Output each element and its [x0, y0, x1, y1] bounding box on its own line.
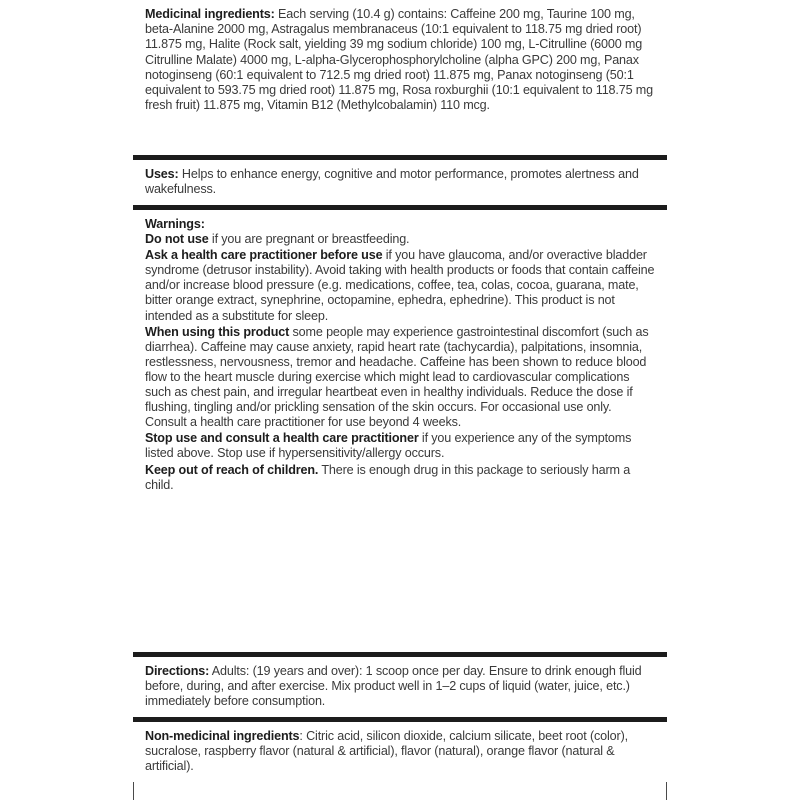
warning-ask-practitioner — [145, 248, 655, 323]
non-medicinal-ingredients-text — [145, 729, 655, 774]
warnings-heading: Warnings: — [145, 217, 205, 231]
uses-text — [145, 167, 655, 197]
medicinal-ingredients-text — [145, 7, 655, 113]
warning-keep-out-of-reach-body: There is enough drug in this package to seriously harm a child. — [145, 462, 631, 492]
section-non-medicinal-ingredients — [133, 722, 667, 782]
supplement-label-panel — [133, 0, 667, 800]
directions-text — [145, 664, 655, 709]
warning-keep-out-of-reach — [145, 463, 655, 493]
warning-ask-practitioner-body: if you have glaucoma, and/or overactive bladder syndrome (detrusor instability). Avoid taking with health products or foods that contain caffeine and/or increase blood pressure (e.g. medications, coffee, tea, colas, cocoa, guarana, mate, bitter orange extract, synephrine, octopamine, ephedra, ephedrine). This product is not intended as a substitute for sleep. — [145, 248, 655, 323]
section-directions — [133, 657, 667, 717]
section-uses — [133, 160, 667, 205]
warning-ask-practitioner-lead: Ask a health care practitioner before use — [145, 248, 383, 263]
section-medicinal-ingredients — [133, 0, 667, 155]
uses-heading: Uses: — [145, 167, 179, 181]
warning-do-not-use-lead: Do not use — [145, 232, 209, 247]
warning-when-using — [145, 325, 655, 431]
section-warnings — [133, 210, 667, 652]
warning-stop-use — [145, 431, 655, 461]
warning-do-not-use — [145, 232, 655, 247]
warning-stop-use-lead: Stop use and consult a health care practitioner — [145, 431, 419, 446]
warning-when-using-lead: When using this product — [145, 324, 290, 339]
uses-body: Helps to enhance energy, cognitive and motor performance, promotes alertness and wakefulness. — [145, 167, 639, 197]
medicinal-ingredients-heading: Medicinal ingredients: — [145, 7, 275, 21]
warning-keep-out-of-reach-lead: Keep out of reach of children. — [145, 462, 319, 477]
non-medicinal-ingredients-body: : Citric acid, silicon dioxide, calcium silicate, beet root (color), sucralose, raspberry flavor (natural & artificial), flavor (natural), orange flavor (natural & artificial). — [145, 729, 628, 774]
warning-do-not-use-body: if you are pregnant or breastfeeding. — [208, 232, 410, 247]
medicinal-ingredients-body: Each serving (10.4 g) contains: Caffeine 200 mg, Taurine 100 mg, beta-Alanine 2000 mg, Astragalus membranaceus (10:1 equivalent to 118.75 mg dried root) 11.875 mg, Halite (Rock salt, yielding 39 mg sodium chloride) 100 mg, L-Citrulline (6000 mg Citrulline Malate) 4000 mg, L-alpha-Glycerophosphorylcholine (alpha GPC) 200 mg, Panax notoginseng (60:1 equivalent to 712.5 mg dried root) 11.875 mg, Panax notoginseng (50:1 equivalent to 593.75 mg dried root) 11.875 mg, Rosa roxburghii (10:1 equivalent to 118.75 mg fresh fruit) 11.875 mg, Vitamin B12 (Methylcobalamin) 110 mcg. — [145, 7, 653, 113]
warning-stop-use-body: if you experience any of the symptoms listed above. Stop use if hypersensitivity/allergy occurs. — [145, 431, 632, 461]
directions-heading: Directions: — [145, 664, 210, 678]
warning-when-using-body: some people may experience gastrointestinal discomfort (such as diarrhea). Caffeine may cause anxiety, rapid heart rate (tachycardia), palpitations, insomnia, restlessness, nervousness, tremor and headache. Caffeine has been shown to reduce blood flow to the heart muscle during exercise which might lead to cardiovascular complications such as chest pain, and irregular heartbeat even in healthy individuals. Reduce the dose if flushing, tingling and/or prickling sensation of the skin occurs. For occasional use only. Consult a health care practitioner for use beyond 4 weeks. — [145, 324, 649, 430]
non-medicinal-ingredients-heading: Non-medicinal ingredients — [145, 729, 300, 743]
directions-body: Adults: (19 years and over): 1 scoop once per day. Ensure to drink enough fluid before, during, and after exercise. Mix product well in 1–2 cups of liquid (water, juice, etc.) immediately before consumption. — [145, 664, 642, 709]
